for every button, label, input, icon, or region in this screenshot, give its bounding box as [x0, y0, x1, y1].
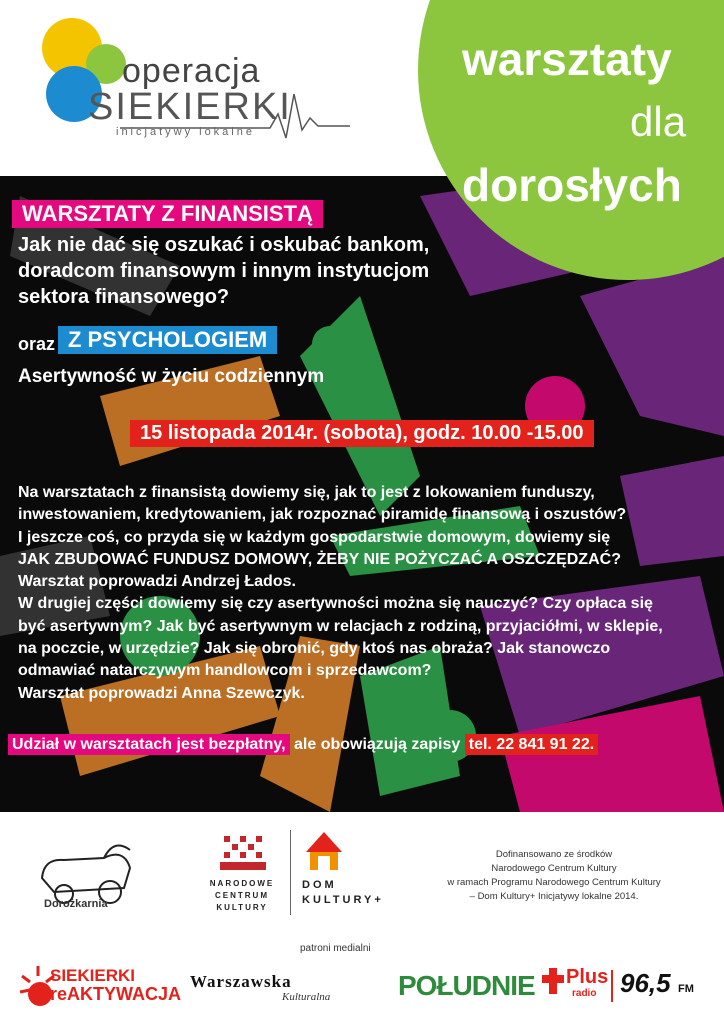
description-line: być asertywnym? Jak być asertywnym w relacjach z rodziną, przyjaciółmi, w sklepie, [18, 617, 663, 635]
signup-text: ale obowiązują zapisy [289, 736, 465, 753]
description-line: inwestowaniem, kredytowaniem, jak rozpoznać piramidę finansową i oszustów? [18, 506, 627, 524]
description-line: Warsztat poprowadzi Anna Szewczyk. [18, 684, 305, 702]
kulturalna-media-name: Kulturalna [282, 991, 331, 1003]
free-participation-text: Udział w warsztatach jest bezpłatny, [8, 734, 290, 755]
poludnie-media-name: POŁUDNIE [398, 970, 535, 1001]
radio-fm-label: FM [678, 983, 694, 995]
logo-word-siekierki: SIEKIERKI [88, 86, 292, 128]
radio-separator [611, 970, 613, 1002]
operacja-siekierki-logo [30, 18, 360, 143]
tag-warsztaty-finansista: WARSZTATY Z FINANSISTĄ [12, 200, 323, 228]
dorozkarnia-label: Dorożkarnia [44, 898, 108, 910]
logo-divider [290, 830, 291, 915]
logo-word-operacja: operacja [122, 52, 261, 90]
funding-note: Dofinansowano ze środków Narodowego Centrum Kultury w ramach Programu Narodowego Centrum Kultury – Dom Kultury+ Inicjatywy lokalne 2014. [447, 849, 661, 902]
finance-question: Jak nie dać się oszukać i oskubać bankom, doradcom finansowym i innym instytucjom sektora finansowego? [18, 234, 430, 308]
oraz-label: oraz [18, 334, 56, 354]
title-dla: dla [630, 98, 687, 145]
description-line: W drugiej części dowiemy się czy asertywności można się nauczyć? Czy opłaca się [18, 595, 653, 613]
media-patrons-label: patroni medialni [300, 943, 371, 954]
radio-plus-name: Plus [566, 966, 609, 988]
reaktywacja-media-name: reAKTYWACJA [50, 984, 182, 1004]
description-line: Warsztat poprowadzi Andrzej Łados. [18, 573, 296, 591]
title-warsztaty: warsztaty [462, 33, 672, 85]
radio-plus-cross-icon [540, 966, 566, 996]
title-doroslych: dorosłych [462, 159, 682, 211]
event-date: 15 listopada 2014r. (sobota), godz. 10.00 -15.00 [130, 420, 594, 447]
dom-kultury-house-icon [302, 828, 352, 874]
nck-label: NARODOWE CENTRUM KULTURY [209, 879, 275, 912]
description-body [18, 482, 708, 705]
description-line: Na warsztatach z finansistą dowiemy się, jak to jest z lokowaniem funduszy, [18, 484, 595, 501]
description-line: na poczcie, w urzędzie? Jak się obronić, gdy ktoś nas obraża? Jak stanowczo [18, 640, 611, 658]
tag-z-psychologiem: Z PSYCHOLOGIEM [58, 326, 277, 354]
psych-subtitle: Asertywność w życiu codziennym [18, 366, 325, 387]
radio-label: radio [572, 988, 597, 999]
warszawska-media-name: Warszawska [190, 972, 292, 991]
dom-kultury-label: DOM KULTURY+ [302, 879, 384, 906]
phone-number: tel. 22 841 91 22. [465, 734, 598, 755]
radio-frequency: 96,5 [620, 968, 671, 998]
description-line: JAK ZBUDOWAĆ FUNDUSZ DOMOWY, ŻEBY NIE POŻYCZAĆ A OSZCZĘDZAĆ? [18, 550, 621, 568]
description-line: I jeszcze coś, co przyda się w każdym gospodarstwie domowym, dowiemy się [18, 528, 611, 546]
logo-tagline: inicjatywy lokalne [116, 126, 255, 138]
siekierki-media-name: SIEKIERKI [50, 966, 136, 985]
registration-info [8, 736, 598, 754]
description-line: odmawiać natarczywym handlowcom i sprzedawcom? [18, 662, 432, 680]
